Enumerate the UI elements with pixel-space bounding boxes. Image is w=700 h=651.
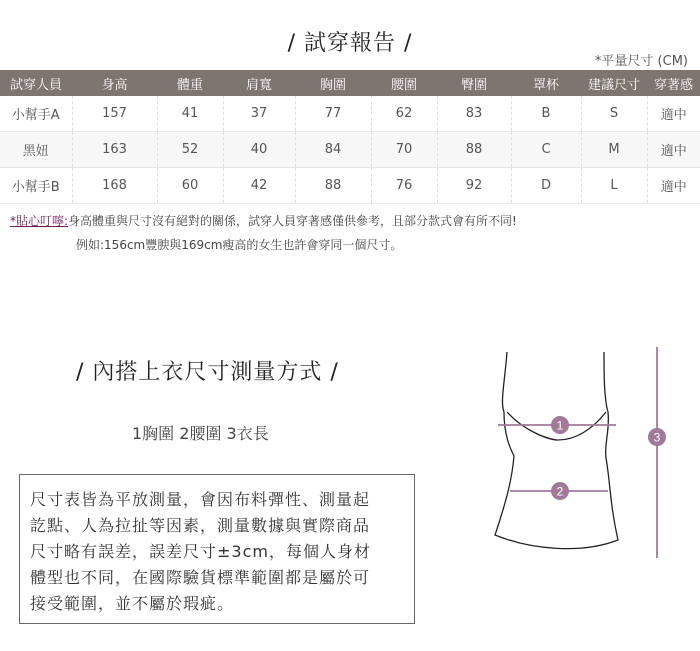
cell-cup: C	[511, 132, 581, 168]
cell-height: 163	[72, 132, 157, 168]
header-waist: 腰圍	[371, 70, 437, 96]
camisole-outline	[495, 352, 618, 549]
size-report-table	[0, 70, 700, 204]
cell-height: 168	[72, 168, 157, 204]
disclaimer-line: 訖點、人為拉扯等因素，測量數據與實際商品	[30, 516, 371, 535]
cell-chest: 84	[295, 132, 371, 168]
length-measure	[648, 347, 666, 558]
marker-3-label: 3	[653, 430, 661, 445]
header-hip: 臀圍	[437, 70, 511, 96]
header-cup: 罩杯	[511, 70, 581, 96]
cell-cup: B	[511, 96, 581, 132]
cell-height: 157	[72, 96, 157, 132]
cell-fit: 適中	[647, 96, 700, 132]
cell-cup: D	[511, 168, 581, 204]
cell-fit: 適中	[647, 168, 700, 204]
table-row	[0, 132, 700, 168]
measurement-points: 1胸圍 2腰圍 3衣長	[132, 424, 269, 443]
header-suggested-size: 建議尺寸	[581, 70, 647, 96]
cell-hip: 92	[437, 168, 511, 204]
cell-waist: 76	[371, 168, 437, 204]
cell-suggested-size: S	[581, 96, 647, 132]
unit-label: *平量尺寸 (CM)	[594, 54, 688, 69]
cell-tester: 黑妞	[0, 132, 72, 168]
camisole-diagram	[480, 340, 690, 565]
marker-2-label: 2	[556, 484, 564, 499]
note-text: 身高體重與尺寸沒有絕對的關係，試穿人員穿著感僅供參考，且部分款式會有所不同!	[68, 214, 517, 228]
cell-fit: 適中	[647, 132, 700, 168]
note-lead: *貼心叮嚀:	[10, 214, 69, 228]
disclaimer-line: 尺寸略有誤差，誤差尺寸±3cm，每個人身材	[30, 542, 371, 561]
cell-tester: 小幫手A	[0, 96, 72, 132]
cell-chest: 88	[295, 168, 371, 204]
cell-suggested-size: M	[581, 132, 647, 168]
header-shoulder: 肩寬	[223, 70, 295, 96]
cell-weight: 60	[157, 168, 223, 204]
disclaimer-line: 尺寸表皆為平放測量，會因布料彈性、測量起	[30, 490, 371, 509]
cell-shoulder: 42	[223, 168, 295, 204]
header-tester: 試穿人員	[0, 70, 72, 96]
header-height: 身高	[72, 70, 157, 96]
disclaimer-line: 接受範圍，並不屬於瑕疵。	[30, 594, 235, 613]
fitting-note-example: 例如:156cm豐腴與169cm瘦高的女生也許會穿同一個尺寸。	[76, 238, 403, 252]
cell-shoulder: 37	[223, 96, 295, 132]
header-weight: 體重	[157, 70, 223, 96]
table-row	[0, 96, 700, 132]
cell-chest: 77	[295, 96, 371, 132]
cell-weight: 52	[157, 132, 223, 168]
cell-shoulder: 40	[223, 132, 295, 168]
header-chest: 胸圍	[295, 70, 371, 96]
cell-tester: 小幫手B	[0, 168, 72, 204]
cell-weight: 41	[157, 96, 223, 132]
fitting-note	[10, 212, 517, 229]
cell-hip: 83	[437, 96, 511, 132]
cell-waist: 70	[371, 132, 437, 168]
cell-waist: 62	[371, 96, 437, 132]
table-row	[0, 168, 700, 204]
cell-suggested-size: L	[581, 168, 647, 204]
measurement-disclaimer	[19, 474, 415, 624]
report-title: / 試穿報告 /	[287, 31, 413, 56]
cell-hip: 88	[437, 132, 511, 168]
waist-measure	[510, 482, 608, 500]
marker-1-label: 1	[556, 418, 564, 433]
measurement-title: / 內搭上衣尺寸測量方式 /	[76, 360, 339, 385]
disclaimer-line: 體型也不同，在國際驗貨標準範圍都是屬於可	[30, 568, 371, 587]
header-fit: 穿著感	[647, 70, 700, 96]
table-header-row	[0, 70, 700, 96]
chest-measure	[498, 416, 616, 434]
